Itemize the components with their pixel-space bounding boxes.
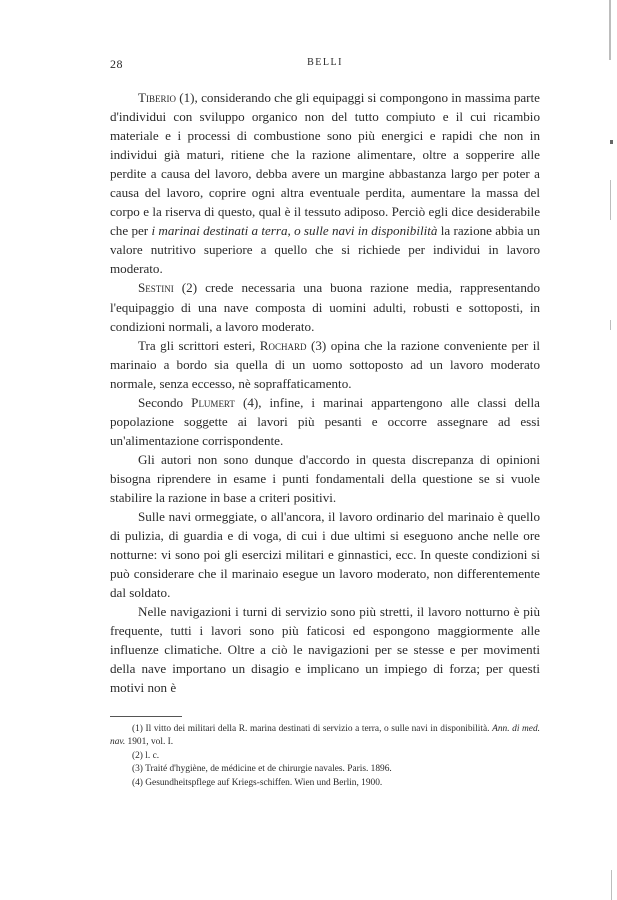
text-run: (1) Il vitto dei militari della R. marina destinati di servizio a terra, o sulle navi in disponibilità. [132,724,493,734]
text-run: Gli autori non sono dunque d'accordo in questa discrepanza di opinioni bisogna riprendere in esame i punti fondamentali della questione se si vuole stabilire la razione in base a criteri positivi. [110,451,540,505]
body-paragraph [110,450,540,507]
footnote [110,777,540,790]
text-run: (3) Traité d'hygiène, de médicine et de chirurgie navales. Paris. 1896. [132,764,392,775]
italic-text: i marinai destinati a terra, o sulle navi in disponibilità [151,223,438,239]
body-paragraph [110,88,540,278]
text-run: (2) l. c. [132,750,160,761]
text-run: (4) Gesundheitspflege auf Kriegs-schiffen. Wien und Berlin, 1900. [132,777,383,788]
footnote [110,763,540,776]
author-name: Plumert [191,394,235,410]
text-run: (2) crede necessaria una buona razione media, rappresentando l'equipaggio di una nave composta di uomini adulti, robusti e sottoposti, in condizioni normali, a lavoro moderato. [110,280,540,334]
footnote [110,750,540,763]
text-run: Sulle navi ormeggiate, o all'ancora, il lavoro ordinario del marinaio è quello di pulizia, di guardia e di voga, di cui i due ultimi si eseguono anche nelle ore notturne: vi sono poi gli esercizi militari e ginnastici, ecc. In queste condizioni si può considerare che il marinaio esegue un lavoro moderato, non differentemente dal soldato. [110,509,540,601]
author-name: Sestini [138,280,174,296]
text-run: la razione abbia un valore nutritivo superiore a quello che si richiede per individui in lavoro moderato. [110,223,540,277]
text-run: (4), infine, i marinai appartengono alle classi della popolazione soggette ai lavori più pesanti e occorre assegnare ad essi un'alimentazione corrispondente. [110,394,540,448]
author-name: Tiberio [138,90,176,105]
scan-edge-mark [610,140,613,144]
italic-text: Ann. di med. nav. [110,724,541,748]
body-text [110,88,540,698]
text-run: Tra gli scrittori esteri, [138,337,260,353]
text-run: Nelle navigazioni i turni di servizio sono più stretti, il lavoro notturno è più frequente, tutti i lavori sono più faticosi ed espongono maggiormente alle influenze climatiche. Oltre a ciò le navigazioni per se stesse e per movimenti della nave importano un disagio e implicano un impiego di forza; per questi motivi non è [110,604,540,696]
running-header [110,57,540,73]
text-run: (3) opina che la razione conveniente per il marinaio a bordo sia quella di un uomo sottoposto ad un lavoro moderato normale, senza eccesso, nè sopraffaticamento. [110,337,541,391]
scan-edge-mark [610,320,611,330]
running-title: BELLI [307,57,343,68]
body-paragraph [110,602,540,697]
scan-edge-mark [609,0,611,60]
scan-edge-mark [610,180,611,220]
footnote-rule [110,716,182,717]
body-paragraph [110,336,540,393]
text-run: Secondo [138,394,192,410]
footnote [110,723,540,750]
author-name: Rochard [259,337,307,353]
body-paragraph [110,507,540,602]
body-paragraph [110,393,540,450]
footnotes [110,723,540,790]
body-paragraph [110,278,540,335]
page-number: 28 [110,57,123,71]
text-run: 1901, vol. I. [125,737,174,748]
text-run: (1), considerando che gli equipaggi si compongono in massima parte d'individui con sviluppo organico non del tutto compiuto e il cui ricambio materiale e i processi di combustione sono più energici e rapidi che non in individui già maturi, ritiene che la razione alimentare, oltre a sopperire alle perdite a causa del lavoro, debba avere un margine abbastanza largo per poter a causa del lavoro, coprire ogni altra eventuale perdita, aumentare la massa del corpo e la riserva di questo, qual è il tessuto adiposo. Perciò egli dice desiderabile che per [110,90,540,239]
scan-edge-mark [611,870,612,900]
